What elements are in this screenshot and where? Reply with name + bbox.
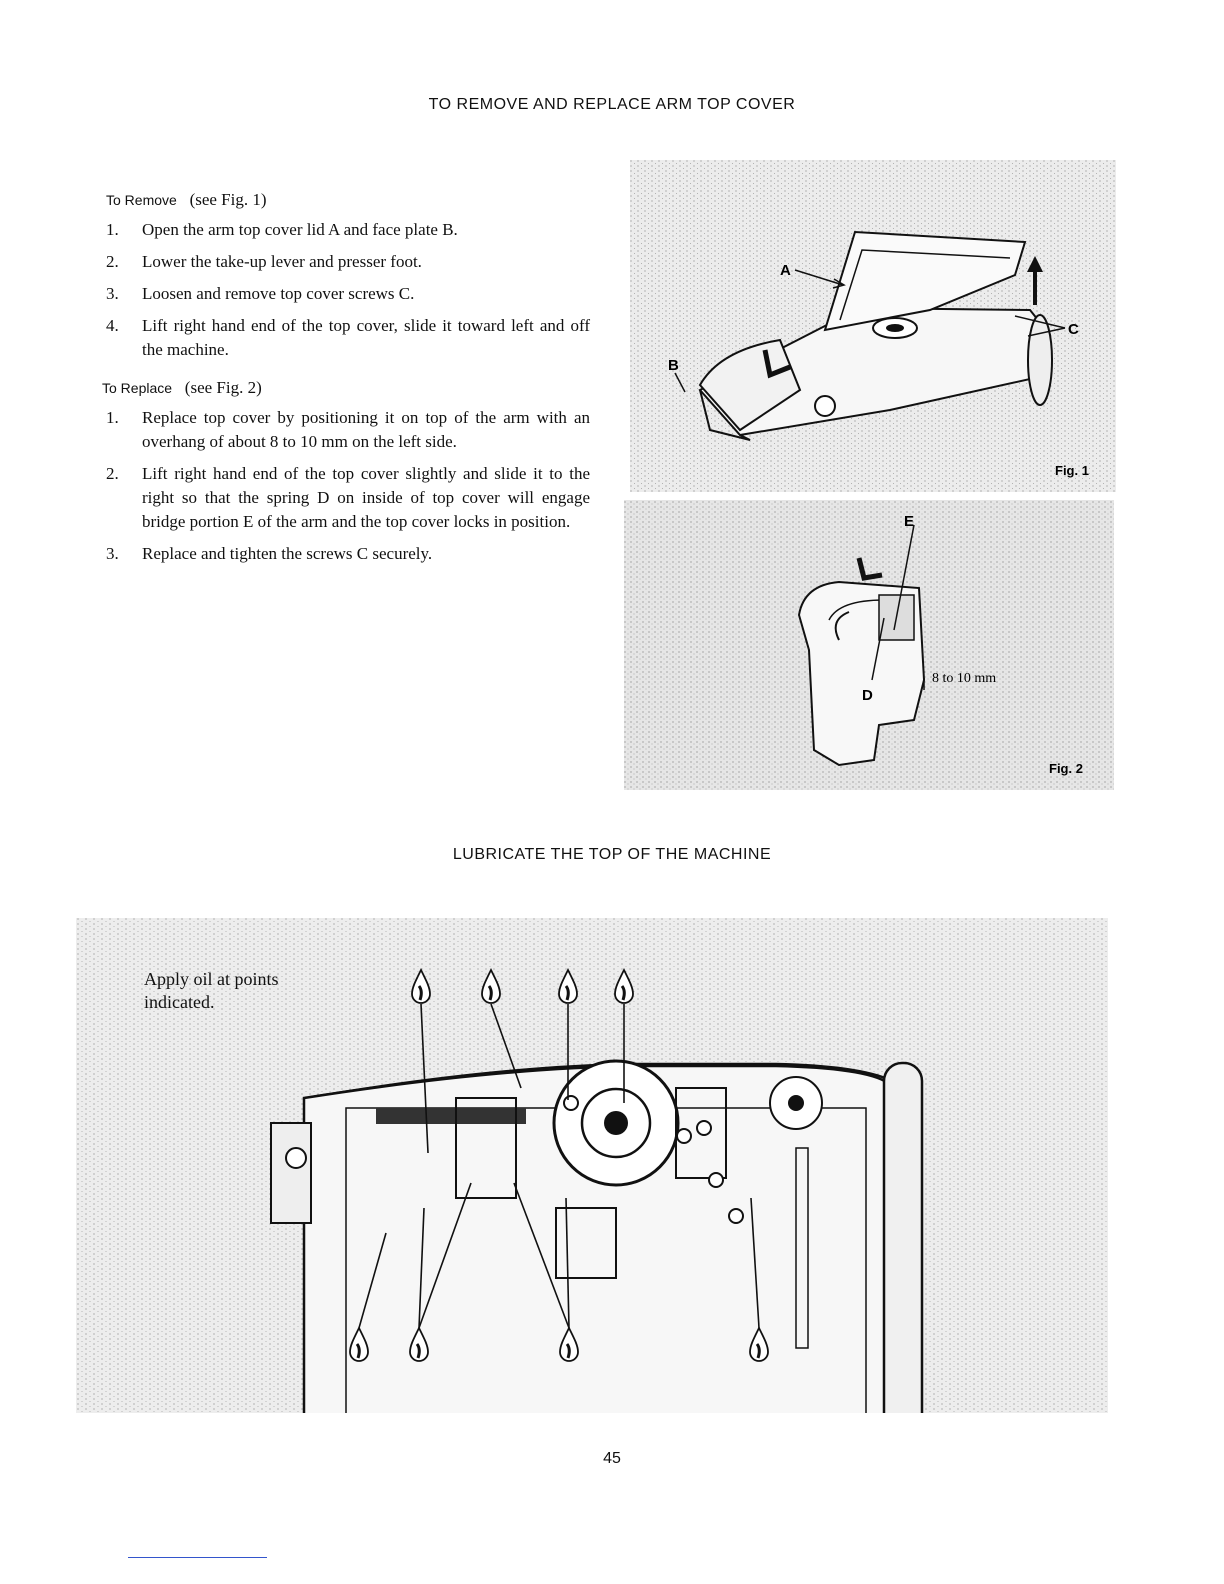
replace-steps xyxy=(106,406,590,566)
replace-ref: (see Fig. 2) xyxy=(184,378,262,397)
heading-arm-top-cover: TO REMOVE AND REPLACE ARM TOP COVER xyxy=(428,96,796,113)
remove-ref: (see Fig. 1) xyxy=(189,190,267,209)
page-number: 45 xyxy=(603,1450,621,1467)
footer-link-underline xyxy=(128,1557,267,1558)
list-item: 1. Open the arm top cover lid A and face plate B. xyxy=(106,220,458,239)
list-item: 3. Loosen and remove top cover screws C. xyxy=(106,284,415,303)
fig1-label-c: C xyxy=(1068,321,1079,338)
fig2-caption: Fig. 2 xyxy=(1049,761,1083,776)
remove-label: To Remove xyxy=(106,192,177,208)
instructions-column xyxy=(102,188,590,580)
figure-1 xyxy=(630,160,1116,492)
fig2-label-d: D xyxy=(862,687,873,704)
remove-steps xyxy=(106,218,590,362)
left-end-panel xyxy=(271,1123,311,1223)
remove-section-title xyxy=(106,188,590,212)
figure-2 xyxy=(624,500,1114,790)
list-item: 2. Lift right hand end of the top cover slightly and slide it to the right so that the spring D on inside of top cover will engage bridge portion E of the arm and the top cover locks in position. xyxy=(106,464,590,531)
replace-label: To Replace xyxy=(102,380,173,396)
list-item: 1. Replace top cover by positioning it on top of the arm with an overhang of about 8 to 10 mm on the left side. xyxy=(106,408,590,451)
figure-lubrication xyxy=(76,918,1108,1413)
hand-wheel xyxy=(884,1063,922,1413)
list-item: 3. Replace and tighten the screws C securely. xyxy=(106,544,433,563)
fig1-label-a: A xyxy=(780,262,791,279)
shaft-bar xyxy=(376,1108,526,1124)
heading-lubricate: LUBRICATE THE TOP OF THE MACHINE xyxy=(452,846,772,863)
fig2-measure: 8 to 10 mm xyxy=(932,671,997,686)
oil-instruction-line1: Apply oil at points xyxy=(144,969,279,989)
fig1-label-b: B xyxy=(668,357,679,374)
replace-section-title xyxy=(102,376,590,400)
hand-wheel xyxy=(1028,315,1052,405)
list-item: 2. Lower the take-up lever and presser foot. xyxy=(106,252,422,271)
oil-instruction-line2: indicated. xyxy=(144,992,215,1012)
fig1-caption: Fig. 1 xyxy=(1055,463,1089,478)
fig2-label-e: E xyxy=(904,513,915,530)
list-item: 4. Lift right hand end of the top cover, slide it toward left and off the machine. xyxy=(106,316,590,359)
